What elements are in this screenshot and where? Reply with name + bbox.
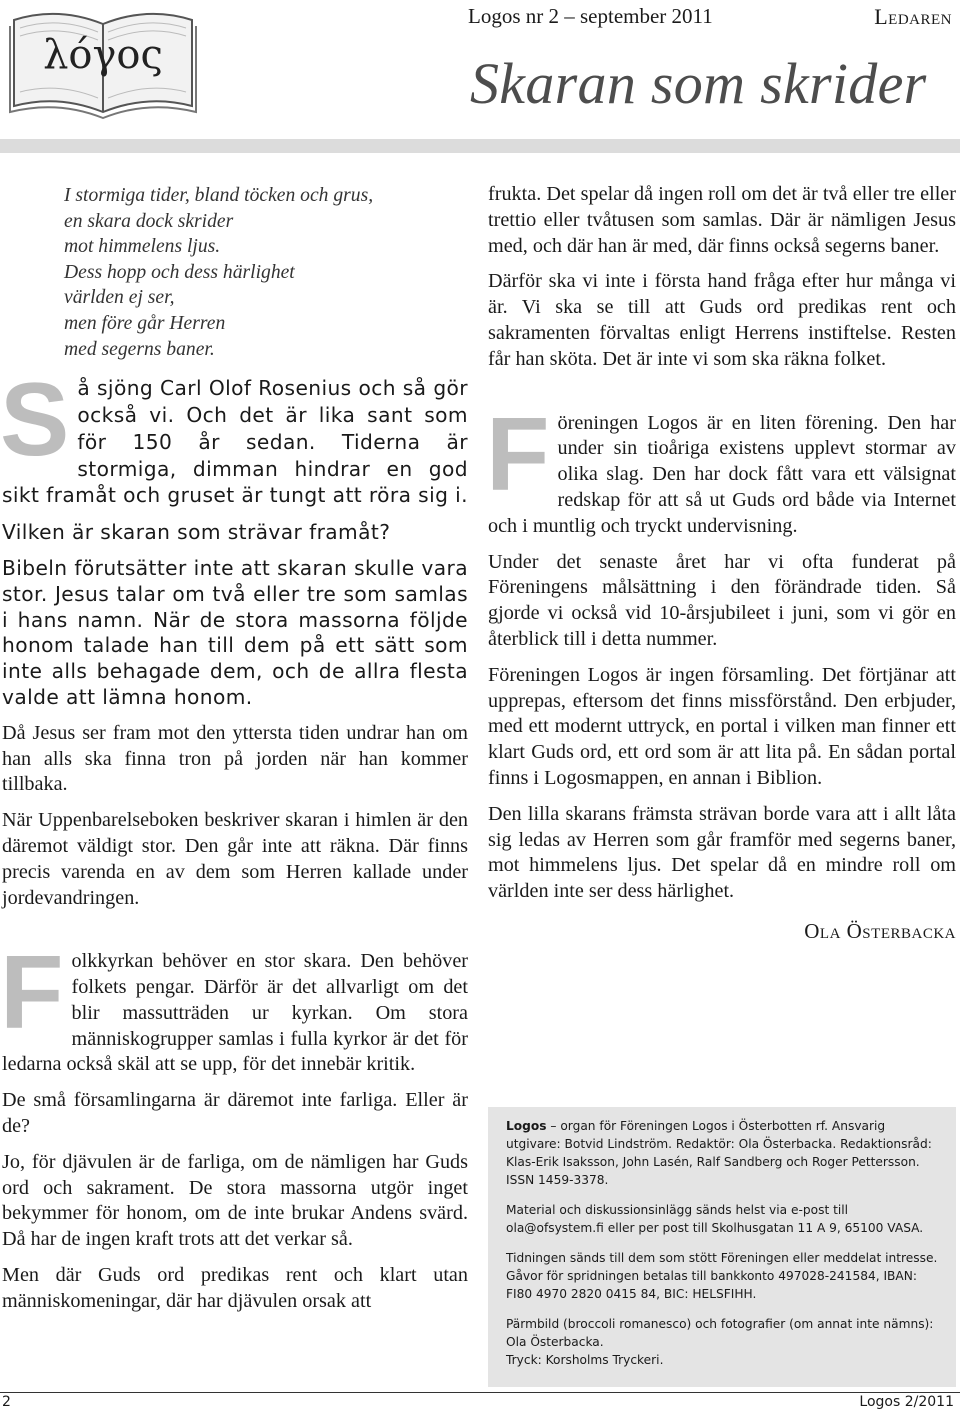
poem-line: mot himmelens ljus. (64, 236, 221, 258)
paragraph: Vilken är skaran som strävar framåt? (2, 520, 391, 545)
right-column (488, 182, 956, 944)
poem (64, 183, 468, 362)
section-name: Ledaren (874, 4, 952, 29)
open-book-icon (8, 2, 198, 126)
paragraph: Under det senaste året har vi ofta funderat på Föreningens målsättning i den förändrade tiden. Så gjorde vi också vid 10-årsjubileet i juni, som vi gör en återblick till i detta nummer. (488, 550, 956, 650)
logo-text: λόγος (43, 32, 163, 78)
paragraph (486, 396, 956, 540)
poem-line: I stormiga tider, bland töcken och grus, (64, 185, 374, 206)
masthead-credits (506, 1315, 942, 1369)
page-number: 2 (2, 1394, 11, 1410)
printer-credit: Tryck: Korsholms Tryckeri. (506, 1353, 664, 1367)
paragraph (0, 362, 468, 510)
masthead-org-text: – organ för Föreningen Logos i Österbotten rf. Ansvarig utgivare: Botvid Lindström. Redaktör: Ola Österbacka. Redaktionsråd: Klas-Erik Isaksson, John Lasén, Ralf Sandberg och Roger Pettersson. ISSN 1459-3378. (506, 1119, 932, 1187)
paragraph-text: öreningen Logos är en liten förening. Den har under sin tioåriga existens upplevt stormar av olika slag. Den har dock fått vara ett välsignat redskap för att så ut Guds ord både via Internet och i muntlig och tryckt undervisning. (488, 411, 956, 537)
drop-cap: S (0, 362, 70, 479)
poem-line: Dess hopp och dess härlighet (64, 261, 295, 283)
paragraph: Den lilla skarans främsta strävan borde vara att i allt låta sig ledas av Herren som går framför med segerns baner, mot himmelens ljus. Det spelar då en mindre roll om världen inte ser dess härlighet. (488, 802, 956, 903)
drop-cap: F (0, 935, 64, 1052)
paragraph: frukta. Det spelar då ingen roll om det är två eller tre eller trettio eller tvåtusen som samlas. Där är nämligen Jesus med, och där han är med, där finns också segerns baner. (488, 183, 956, 257)
paragraph: När Uppenbarelseboken beskriver skaran i himlen är den däremot väldigt stor. Den går inte att räkna. Där finns precis varenda en av dem som Herren kallade under jordevandringen. (2, 809, 468, 909)
footer-divider (0, 1392, 960, 1393)
masthead-material: Material och diskussionsinlägg sänds helst via e-post till ola@ofsystem.fi eller per post till Skolhusgatan 11 A 9, 65100 VASA. (506, 1203, 924, 1235)
paragraph: Därför ska vi inte i första hand fråga efter hur många vi är. Vi ska se till att Guds ord predikas rent och sakramenten förvaltas enligt Herrens instiftelse. Resten får han sköta. Det är inte vi som ska räkna folket. (488, 270, 956, 370)
paragraph: Då Jesus ser fram mot den yttersta tiden undrar han om han alls ska finna tron på jorden när han kommer tillbaka. (2, 721, 468, 796)
poem-line: en skara dock skrider (64, 210, 234, 232)
paragraph: Jo, för djävulen är de farliga, om de nämligen har Guds ord och sakrament. De stora massorna utgör inget bekymmer för honom, om de inte brukar Andens svärd. Då har de ingen kraft trots att det verkar så. (2, 1150, 468, 1251)
masthead-org (506, 1117, 942, 1189)
paragraph (0, 935, 468, 1078)
footer-issue: Logos 2/2011 (859, 1394, 954, 1410)
drop-cap: F (486, 396, 550, 513)
poem-line: men före går Herren (64, 312, 226, 334)
header-divider (0, 139, 960, 153)
left-column (2, 183, 468, 1325)
paragraph: Bibeln förutsätter inte att skaran skulle vara stor. Jesus talar om två eller tre som samlas i hans namn. När de stora massorna följde honom talade han till dem på ett sätt som inte alls behagade dem, och de allra flesta valde att lämna honom. (2, 555, 468, 709)
logo-open-book (8, 2, 198, 126)
cover-credit: Pärmbild (broccoli romanesco) och fotografier (om annat inte nämns): Ola Österbacka. (506, 1317, 934, 1349)
author-signature: Ola Österbacka (804, 918, 956, 943)
poem-line: med segerns baner. (64, 338, 215, 360)
masthead-distribution: Tidningen sänds till dem som stött Föreningen eller meddelat intresse. Gåvor för spridningen betalas till bankkonto 497028-241584, IBAN: FI80 4970 2820 0415 84, BIC: HELSFIHH. (506, 1251, 938, 1301)
issue-line: Logos nr 2 – september 2011 (468, 4, 713, 28)
poem-line: världen ej ser, (64, 287, 175, 309)
masthead-box (488, 1107, 956, 1387)
paragraph: Föreningen Logos är ingen församling. Det förtjänar att upprepas, eftersom det finns missförstånd. Den erbjuder, med ett modernt uttryck, en portal i vilken man finner ett klart Guds ord, ett ord som är att lita på. En sådan portal finns i Logosmappen, en annan i Biblion. (488, 663, 956, 789)
page-title: Skaran som skrider (470, 51, 927, 116)
paragraph: De små församlingarna är däremot inte farliga. Eller är de? (2, 1089, 468, 1138)
paragraph: Men där Guds ord predikas rent och klart utan människomeningar, där har djävulen orsak att (2, 1264, 468, 1312)
paragraph-text: olkkyrkan behöver en stor skara. Den behöver folkets pengar. Därför är det allvarligt om det blir massutträden ur kyrkan. Om stora människogrupper samlas i fulla kyrkor är det för ledarna också skäl att se upp, för det innebär kritik. (2, 950, 468, 1076)
paragraph-text: å sjöng Carl Olof Rosenius och så gör också vi. Och det är lika sant som för 150 år sedan. Tiderna är stormiga, dimman hindrar en god sikt framåt och gruset är tungt att röra sig i. (2, 376, 468, 508)
publication-name: Logos (506, 1119, 547, 1133)
